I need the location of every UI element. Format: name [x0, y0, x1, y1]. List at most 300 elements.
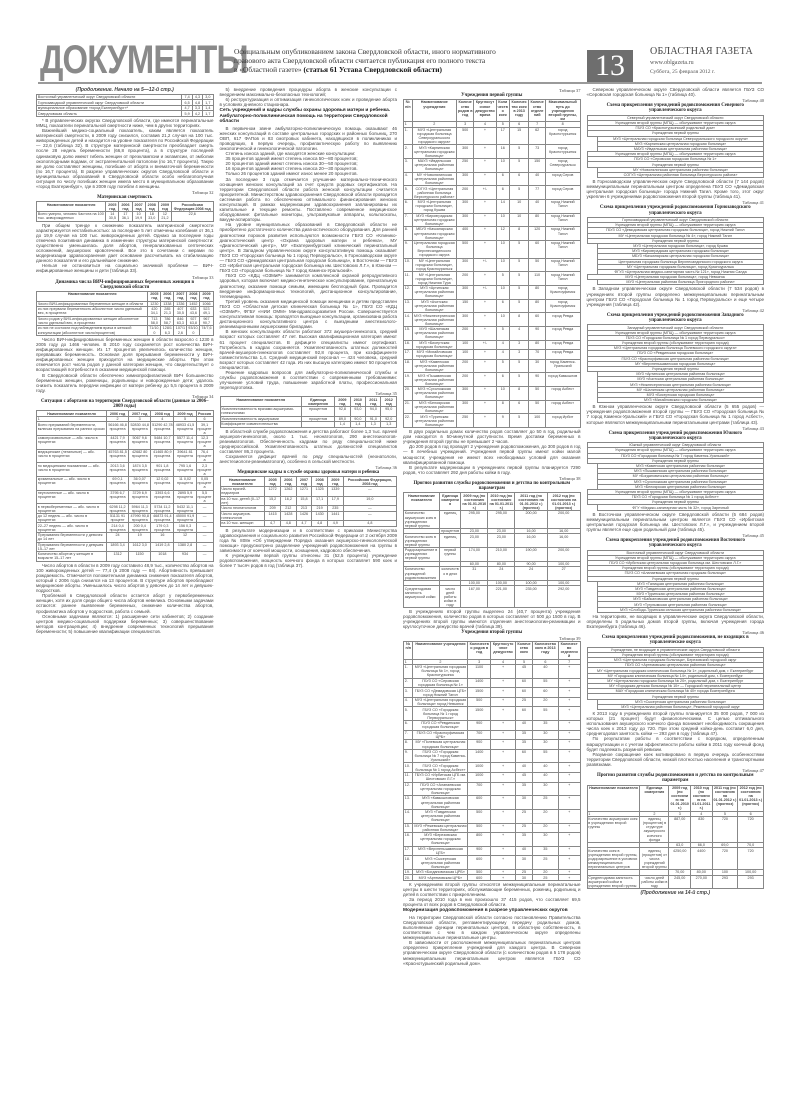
table-cell: 2007 год: [296, 477, 312, 487]
table-cell: 15.: [404, 326, 413, 340]
table-cell: 523 49,1: [200, 307, 213, 317]
column-3: [403, 87, 581, 966]
table-cell: 4,7: [296, 521, 312, 526]
table-cell: +: [558, 749, 580, 763]
table-number: Таблица 38: [559, 475, 581, 481]
scheme-cell: ГБУЗ СО «Алапаевская центральная городская больница»: [587, 571, 764, 576]
table-cell: 179 0,3 процента: [151, 523, 174, 533]
table-cell: 5734 11,2 процента: [151, 504, 174, 514]
table-cell: 407 30,5: [174, 307, 187, 317]
table-cell: 209: [265, 506, 281, 511]
table-cell: 55: [532, 678, 558, 688]
table-cell: 90: [529, 373, 546, 387]
paragraph: В двух родильных домах количество родов составляет до 50 в год, родильный дом находится в 50-минутной доступности. Время доставки беременных в учреждения второй группы не превышает 2 часов.: [403, 429, 581, 445]
continuation-note: (Продолжение на 14-й стр.): [640, 890, 711, 897]
table-cell: +: [558, 823, 580, 833]
table-cell: СОГУЗ «Центральная районная больница Верхотурского района»: [412, 186, 456, 200]
scheme-cell: Учреждения первой группы: [587, 162, 764, 167]
newspaper-name: ОБЛАСТНАЯ ГАЗЕТА: [650, 46, 754, 57]
column-2: [220, 87, 398, 568]
table-cell: 2006 год: [119, 202, 132, 212]
table-cell: 2009 год: [158, 202, 171, 212]
scheme-cell: МУЗ «Центральная городская больница Полевского городского округа»: [587, 346, 764, 351]
table-cell: 10: [509, 213, 529, 227]
table-cell: 40: [529, 199, 546, 213]
table-cell: 720: [738, 817, 764, 843]
paragraph: В результате модернизации в учреждениях первой группы планируется 7290 родов, что составляет 292 дня работы койки в году.: [403, 464, 581, 475]
table-cell: 56166 46,8 процента: [106, 422, 128, 436]
table-cell: МУЗ «Богдановичская ЦРБ»: [413, 869, 468, 874]
table-cell: Наименование показателя: [587, 785, 640, 811]
table-row: [37, 463, 214, 477]
scheme-cell: МУЗ «Бисертская городская больница»: [598, 392, 764, 397]
table-cell: 235,00: [515, 586, 548, 608]
table-cell: 1: [587, 811, 640, 816]
table-row: [404, 697, 581, 707]
table-cell: 60: [516, 749, 533, 763]
newspaper-url[interactable]: www.oblgazeta.ru: [650, 60, 694, 66]
table-cell: 80,00: [488, 561, 515, 566]
table-cell: 5: [496, 326, 509, 340]
scheme-cell: МУЗ «Слободо-Туринская сельская центральная районная больница»: [598, 607, 764, 612]
table-cell: 219: [312, 506, 328, 511]
table-title: Схема прикрепления учреждений родовспоможения Западного управленческого округа: [606, 312, 744, 324]
table-cell: Единица измерения: [640, 785, 669, 811]
scheme-cell: Учреждения, не входящие в управленческие округа Свердловской области: [587, 647, 764, 652]
table-cell: 35: [516, 740, 533, 750]
table-cell: 4: [509, 326, 529, 340]
table-cell: муниципальное образование «город Екатеринбург»*: [37, 105, 182, 110]
table-cell: Наименование показателя: [220, 477, 265, 487]
table-cell: 174,00: [461, 548, 488, 562]
table-cell: +: [558, 697, 580, 707]
table-cell: 2007 год: [129, 411, 151, 416]
table-cell: 1415: [265, 511, 281, 521]
table-cell: 18 33,0: [145, 212, 158, 222]
table-cell: 12,3 процента: [197, 436, 212, 449]
table-number: Таблица 41: [742, 200, 764, 206]
table-cell: 8: [509, 227, 529, 241]
table-cell: 5: [496, 272, 509, 286]
table-cell: 6,5: [182, 100, 192, 105]
table-cell: 80,00: [691, 870, 713, 875]
table-cell: город Серов: [545, 186, 580, 200]
scheme-cell: МУЗ «Белоярская центральная районная больница»: [598, 484, 764, 489]
table-cell: 2006 год: [106, 411, 128, 416]
table-cell: МУЗ «Верхнепышминская ЦГБ»: [413, 846, 468, 856]
table-cell: 6: [532, 659, 558, 664]
scheme-cell: ГБУЗ СО «Демидовская центральная городская больница», город Нижний Тагил: [587, 228, 764, 233]
paragraph: К учреждениям второй группы относятся межмуниципальные перинатальные центры в шести территориях, обслуживающие беременных, рожениц, родильниц и детей в соответствии с прикреплением.: [403, 881, 581, 898]
table-cell: 27: [547, 567, 580, 581]
table-row: [37, 513, 214, 523]
table-cell: 15.: [404, 823, 413, 833]
paragraph: В Горнозаводском управленческом округе Свердловской области (7 144 родов) межмуниципальным перинатальным центром определена ГБУЗ СО «Демидовская центральная городская больница» города Нижний Тагил. Кроме того, этот округ укреплен 6 учреждениями родовспоможения второй группы (таблица 41).: [586, 179, 764, 200]
data-table: [403, 99, 581, 428]
table-cell: 4400: [691, 848, 713, 870]
table-cell: 6.: [404, 721, 413, 731]
table-cell: +: [491, 678, 516, 688]
table-cell: город Нижний Тагил: [545, 213, 580, 227]
table-cell: 8: [509, 313, 529, 327]
table-row: [404, 796, 581, 810]
paragraph: В зависимости от расположения межмуниципальных перинатальных центров определено прикрепление учреждений для каждого центра. В Северном управленческом округе Свердловской области (с количеством родов в 5 178 родов) межмуниципальным перинатальным центром является ГБУЗ СО «Краснотурьинский родильный дом».: [403, 940, 581, 966]
table-cell: МУЗ «Михайловская городская больница»: [412, 350, 456, 360]
table-title: Учреждения первой группы: [461, 93, 523, 98]
table-cell: 1000: [468, 763, 491, 773]
table-cell: 80: [529, 299, 546, 313]
table-cell: 14.: [404, 313, 413, 327]
table-cell: 190,00: [515, 548, 548, 562]
table-cell: Российская Федерация 2008 год: [171, 202, 213, 212]
table-cell: +/-: [474, 286, 496, 300]
table-cell: +/-: [474, 186, 496, 200]
table-cell: 11.: [404, 272, 413, 286]
table-cell: 1312: [106, 552, 128, 562]
table-cell: 3: [509, 340, 529, 350]
table-cell: 19.: [404, 869, 413, 874]
table-cell: 5.: [404, 707, 413, 721]
table-cell: 14.: [404, 809, 413, 823]
table-cell: 1426: [296, 511, 312, 521]
table-cell: 10: [496, 213, 509, 227]
table-cell: город Серов: [545, 172, 580, 186]
table-cell: 2008 год: [145, 202, 158, 212]
table-cell: 8: [509, 387, 529, 401]
table-cell: 35: [532, 846, 558, 856]
table-cell: 80: [529, 340, 546, 350]
table-cell: МУЗ «Режевская центральная районная больница»: [414, 823, 467, 832]
table-cell: 19,0: [343, 496, 396, 506]
table-title: Схема прикрепления учреждений родовспоможения Восточного управленческого округа: [605, 538, 745, 549]
table-title: Схема прикрепления учреждений родовспоможения Горнозаводского управленческого округа: [599, 205, 751, 216]
table-cell: 200 0,4 процента: [129, 523, 151, 533]
table-cell: ГБУЗ СО «Ревдинская городская больница»: [413, 721, 468, 731]
scheme-indent: [587, 280, 598, 285]
table-cell: 23,00: [488, 534, 515, 548]
table-cell: 25: [532, 796, 558, 810]
table-row: [404, 240, 581, 258]
table-cell: 60: [529, 240, 546, 258]
table-cell: Среднегодовая занятость акушерской койки: [404, 586, 440, 608]
table-cell: 200: [457, 186, 474, 200]
table-cell: 300: [457, 213, 474, 227]
paragraph: В первичном звене амбулаторно-поликлиническую помощь оказывают 46 женских консультаций в составе центральных городских и районных больниц, 270 ОВП, 617 ФАПов и 83 смотровых кабинета, находящихся в поликлиниках и проводящих, в первую очередь, профилактическую работу по выявлению онкологической и гинекологической патологии.: [219, 125, 397, 151]
table-cell: МУ «Полевская центральная городская больница»: [413, 740, 468, 750]
table-row: [220, 477, 397, 487]
table-cell: 41465 80,9 процента: [151, 449, 174, 463]
table-cell: 5.: [404, 186, 413, 200]
scheme-cell: Учреждения первой группы: [587, 576, 764, 581]
table-row: [404, 763, 581, 773]
data-table: [220, 396, 398, 427]
table-cell: 5: [509, 373, 529, 387]
table-cell: первой группы: [439, 548, 460, 562]
scheme-cell: Южный управленческий округ Свердловской области: [587, 443, 764, 448]
table-cell: 30: [532, 782, 558, 796]
table-cell: 20.: [404, 875, 413, 880]
table-cell: 100,00: [547, 580, 580, 585]
table-cell: 300: [457, 313, 474, 327]
scheme-cell: Учреждения второй группы (МПЦ) — обслуживают территорию округа: [587, 555, 764, 560]
scheme-cell: Учреждения первой группы: [587, 694, 764, 699]
table-cell: 52830 44,8 процента: [129, 422, 151, 436]
table-row: [404, 511, 581, 529]
table-cell: 11.: [404, 773, 413, 783]
table-cell: единиц (процентов) в структуре акушерского коечного фонда: [640, 817, 669, 843]
table-cell: 3.: [404, 159, 413, 173]
table-cell: Прерывания беременности у девочек до 14 лет: [37, 533, 107, 543]
table-cell: 1272: [265, 487, 281, 497]
table-cell: в первобеременных — абс. число в процентах: [37, 504, 107, 514]
table-cell: 300: [457, 172, 474, 186]
table-cell: Число родов у ВИЧ-инфицированных женщин абсолютное число удельный вес, в процентах: [37, 316, 148, 326]
table-cell: +: [558, 721, 580, 731]
table-cell: криминальные — абс. число в процентах: [37, 477, 107, 491]
table-cell: 92,0: [381, 416, 397, 421]
table-cell: МУЗ «Березовская центральная городская больница»: [413, 833, 468, 847]
table-cell: 2012 год (по состоянию на 01.01.2013 г.) (прогноз): [547, 493, 580, 511]
table-cell: 200: [457, 272, 474, 286]
paragraph: Степень износа зданий, где находятся женские консультации:: [225, 151, 356, 157]
table-row: [220, 487, 397, 497]
table-row: [37, 436, 214, 450]
table-cell: 66,0: [691, 842, 713, 847]
table-cell: 245,00: [669, 875, 691, 889]
table-cell: Укомплектованность акушерками: [220, 416, 302, 421]
table-cell: 4,8: [192, 100, 202, 105]
table-cell: 40: [532, 773, 558, 783]
table-number: Таблица 46: [742, 630, 764, 636]
scheme-indent: [587, 607, 598, 612]
table-cell: 2.: [404, 678, 413, 688]
table-cell: 300: [457, 145, 474, 159]
table-row: [404, 688, 581, 698]
table-cell: 60: [532, 688, 558, 698]
table-cell: 1100: [468, 665, 491, 679]
table-cell: город Нижний Тагил: [545, 272, 580, 286]
table-cell: ГБУЗ СО «Городская больница № 1 город Первоуральск»: [413, 707, 468, 721]
table-cell: 900: [468, 740, 491, 750]
table-cell: 6.: [404, 199, 413, 213]
scheme-indent: [587, 505, 598, 510]
scheme-cell: МУ «Центральная городская больница», город Красноуральск: [598, 264, 764, 269]
scheme-table: [587, 647, 765, 710]
table-cell: 70,00: [669, 870, 691, 875]
table-cell: 2,3 процента: [197, 463, 212, 476]
table-cell: 100,00: [547, 561, 580, 566]
table-title: Динамика числа ВИЧ-инфицированных беременных женщин в Свердловской области: [55, 279, 195, 290]
table-cell: 293: [738, 875, 764, 889]
table-cell: 300: [457, 286, 474, 300]
scheme-row: [587, 704, 764, 709]
table-cell: из них прервали беременность абсолютное число удельный вес, в процентах: [37, 307, 148, 317]
table-row: [587, 848, 764, 870]
table-cell: МУЗ «Шалинская центральная районная больница»: [412, 326, 456, 340]
table-number: Таблица 39: [559, 635, 581, 641]
scheme-cell: МУ «Шалинская центральная районная больница»: [598, 387, 764, 392]
table-cell: 786 58,7: [161, 316, 174, 326]
table-cell: 10: [496, 313, 509, 327]
paragraph: В Свердловской области обеспечено химиопрофилактикой ВИЧ большинство беременных женщин, роженицы, родильницы и новорожденные дети; удалось снизить показатель передачи инфекции от матери ребенку до 5,5 процента в 2009 году.: [36, 372, 214, 393]
table-row: [37, 542, 214, 552]
table-cell: город Красноуфимск: [545, 286, 580, 300]
table-cell: 1: [37, 416, 107, 421]
scheme-cell: Учреждения второй группы (МПЦ) — обслуживают территорию округа: [587, 448, 764, 453]
scheme-cell: Учреждения второй группы (МПЦ) — обслуживают территорию округа: [587, 223, 764, 228]
table-cell: +: [474, 127, 496, 145]
table-cell: +: [474, 373, 496, 387]
table-cell: 300: [457, 387, 474, 401]
scheme-cell: Горнозаводской управленческий округ Свердловской области: [587, 218, 764, 223]
table-cell: 40: [532, 763, 558, 773]
table-cell: ГБУЗ СО «Городская больница № 1 город Асбест»: [413, 763, 468, 773]
table-cell: 0,05 процента: [197, 477, 212, 490]
table-cell: +: [491, 721, 516, 731]
table-cell: МУЗ «Нижнесергинская центральная районная больница»: [413, 313, 455, 326]
table-row: [587, 785, 764, 811]
table-cell: 35: [516, 833, 533, 847]
table-cell: Количество акушерских коек в учреждениях первой группы: [404, 511, 440, 529]
table-cell: № п/п: [404, 100, 413, 122]
data-table: [36, 94, 214, 117]
table-cell: 1339: [327, 487, 343, 497]
table-cell: 4: [474, 122, 496, 127]
table-cell: 2005 год: [148, 292, 161, 302]
table-cell: 1400: [468, 678, 491, 688]
table-cell: 17 36,1: [119, 212, 132, 222]
table-cell: 1,7: [203, 100, 213, 105]
scheme-cell: МУ «Верхнепышминская городская больница»: [587, 361, 764, 366]
table-cell: 300: [457, 400, 474, 414]
paragraph: 20 процентов зданий имеют степень износа 30—50 процентов;: [225, 161, 358, 167]
table-cell: 420 34,1: [148, 307, 161, 317]
table-cell: город Ревда: [545, 326, 580, 340]
table-cell: +: [491, 749, 516, 763]
scheme-cell: Восточный управленческий округ Свердловской области: [587, 550, 764, 555]
scheme-cell: МУЗ «Ачитская центральная районная больница»: [598, 377, 764, 382]
table-cell: 3795 6,7 процента: [106, 490, 128, 504]
table-cell: 5,5 процента: [197, 490, 212, 504]
table-cell: 6: [496, 186, 509, 200]
table-cell: 90: [529, 326, 546, 340]
scheme-row: [587, 228, 764, 233]
scheme-cell: МУ «Городская детская больница № 10» — Городской перинатальный центр: [587, 684, 764, 689]
table-cell: +: [491, 846, 516, 856]
table-cell: 7.: [404, 213, 413, 227]
scheme-cell: СОГУЗ «Центральная районная больница Верхотурского района»: [598, 172, 764, 177]
table-cell: 69,0: [712, 842, 738, 847]
table-cell: Количество коек: [516, 641, 533, 659]
table-cell: 2009 год: [200, 292, 213, 302]
table-cell: +: [491, 730, 516, 740]
table-cell: город Асбест: [545, 387, 580, 401]
table-cell: 5: [509, 414, 529, 428]
table-cell: 95,0: [381, 407, 397, 417]
table-cell: +: [474, 213, 496, 227]
table-cell: Единица измерения: [302, 397, 335, 407]
table-cell: +: [558, 782, 580, 796]
table-cell: ГБУЗ СО «Ирбитская ЦГБ им. Шестовских Л.Г.»: [414, 773, 467, 782]
scheme-cell: МУ «Новолялинская центральная районная больница»: [598, 167, 764, 172]
table-cell: 1066: [200, 301, 213, 306]
table-row: [404, 567, 581, 581]
table-cell: 69 0,1 процента: [106, 477, 128, 491]
table-cell: 19: [129, 533, 151, 543]
table-cell: ГБУЗ СО «Серовская городская больница № 1»: [413, 678, 468, 688]
table-cell: 14: [496, 199, 509, 213]
table-cell: Круглосуточное дежурство врача: [474, 100, 496, 122]
table-cell: 50: [529, 258, 546, 272]
paragraph: Разумное сокращение коек мотивировано в первую очередь особенностями территории Свердловской области, низкой плотностью населения и транспортными развязками.: [586, 751, 764, 767]
table-cell: 3.: [404, 688, 413, 698]
table-cell: 55: [532, 707, 558, 721]
table-cell: 60: [516, 707, 533, 721]
table-cell: 500: [457, 240, 474, 258]
scheme-row: [587, 678, 764, 683]
table-cell: 8.: [404, 227, 413, 241]
table-cell: +: [491, 782, 516, 796]
table-cell: Количество отделений: [558, 641, 580, 659]
table-cell: +: [491, 665, 516, 679]
table-row: [220, 521, 397, 526]
table-row: [404, 186, 581, 200]
table-cell: 9: [496, 414, 509, 428]
scheme-cell: МУЗ «Сухоложская центральная районная больница»: [598, 479, 764, 484]
table-cell: 5: [496, 359, 509, 373]
table-cell: Свердловская область: [37, 111, 182, 116]
table-row: [37, 292, 214, 302]
table-cell: 5964 11,3 процента: [129, 504, 151, 514]
table-cell: 2009 год (по состоянию на 01.01.2010 г.): [462, 493, 487, 510]
table-cell: +: [558, 796, 580, 810]
publication-notice: [234, 47, 534, 74]
table-cell: 45: [516, 773, 533, 783]
table-cell: 42682 80 процента: [129, 449, 151, 463]
table-cell: МУЗ «Артинская центральная районная больница»: [412, 286, 456, 300]
table-cell: 50: [529, 400, 546, 414]
table-cell: 16,2: [280, 496, 296, 506]
table-cell: +: [558, 875, 580, 880]
table-title: Медицинские кадры в службе охраны здоровья матери и ребенка: [237, 470, 380, 476]
data-table: [36, 291, 214, 336]
table-cell: 63,0: [669, 842, 691, 847]
table-cell: 91,0: [366, 416, 381, 421]
scheme-cell: ГБУЗ СО «Ревдинская городская больница»: [587, 351, 764, 356]
table-cell: 720: [712, 848, 738, 870]
table-cell: 35: [516, 782, 533, 796]
table-cell: 2008 год: [312, 477, 328, 487]
table-cell: 20: [532, 823, 558, 833]
table-cell: 1428: [280, 511, 296, 521]
table-cell: 600: [468, 875, 491, 880]
table-cell: 2009 год: [174, 411, 196, 416]
table-cell: +: [558, 809, 580, 823]
table-cell: 23,00: [461, 534, 488, 548]
table-row: [404, 665, 581, 679]
paragraph: Основными задачами являются: 1) расширение сети кабинетов; 2) создание центров медико-социальной поддержки беременных; 3) совершенствование методов контрацепции; 4) внедрение современных технологий прерывания беременности; 5) повышение квалификации специалистов.: [36, 613, 214, 634]
table-cell: 5: [509, 145, 529, 159]
paragraph: Северном управленческом округе Свердловской области является ГБУЗ СО «Серовская городская больница № 1» (таблица 40).: [586, 87, 764, 98]
table-cell: 5: [509, 359, 529, 373]
table-cell: 15,2: [265, 496, 281, 506]
paragraph: Решение кадровых вопросов для амбулаторно-поликлинической службы и службы родовспоможения в соответствии с современными требованиями: улучшение условий труда, повышение заработной платы, профессиональная переподготовка.: [219, 370, 397, 391]
table-row: [404, 749, 581, 763]
scheme-cell: МУЗ «Центральная городская больница Североуральского городского округа»: [598, 136, 764, 141]
table-cell: 720: [712, 817, 738, 843]
table-cell: 285 21,3: [161, 307, 174, 317]
table-cell: 900: [468, 721, 491, 731]
